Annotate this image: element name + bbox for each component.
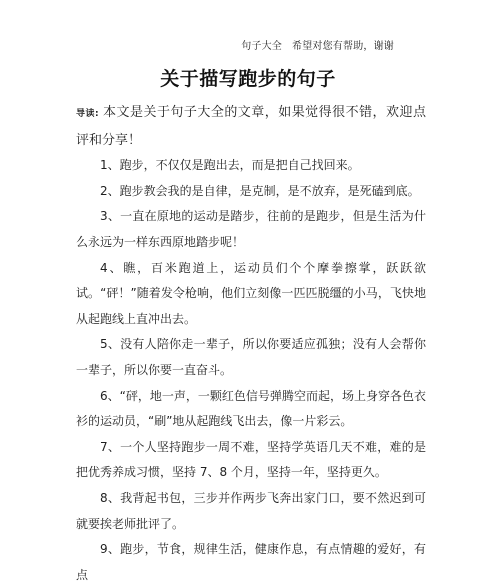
article-body (76, 100, 426, 588)
paragraph-8: 8、我背起书包，三步并作两步飞奔出家门口，要不然迟到可就要挨老师批评了。 (76, 490, 426, 531)
article-intro (76, 100, 426, 153)
paragraph-4: 4、瞧，百米跑道上，运动员们个个摩拳擦掌，跃跃欲试。“砰！”随着发令枪响，他们立刻像一匹匹脱缰的小马，飞快地从起跑线上直冲出去。 (76, 260, 426, 326)
paragraph-6: 6、“砰，地一声，一颗红色信号弹腾空而起，场上身穿各色衣衫的运动员，“刷”地从起跑线飞出去，像一片彩云。 (76, 388, 426, 429)
intro-text: 本文是关于句子大全的文章，如果觉得很不错，欢迎点评和分享！ (76, 105, 426, 148)
header-site-name: 句子大全 (241, 41, 282, 52)
header-slogan: 希望对您有帮助，谢谢 (292, 41, 394, 52)
paragraph-9: 9、跑步，节食，规律生活，健康作息，有点情趣的爱好，有点 (76, 542, 426, 582)
paragraph-3: 3、一直在原地的运动是踏步，往前的是跑步，但是生活为什么永远为一样东西原地踏步呢！ (76, 209, 426, 249)
paragraph-1: 1、跑步，不仅仅是跑出去，而是把自己找回来。 (100, 158, 360, 173)
article-title: 关于描写跑步的句子 (160, 68, 336, 90)
intro-label: 导读: (76, 109, 99, 119)
paragraph-5: 5、没有人陪你走一辈子，所以你要适应孤独；没有人会帮你一辈子，所以你要一直奋斗。 (76, 337, 426, 377)
paragraph-2: 2、跑步教会我的是自律，是克制，是不放弃，是死磕到底。 (100, 183, 420, 198)
header-note (241, 37, 394, 52)
paragraph-7: 7、一个人坚持跑步一周不难，坚持学英语几天不难，难的是把优秀养成习惯，坚持 7、8 个月，坚持一年，坚持更久。 (76, 439, 426, 480)
